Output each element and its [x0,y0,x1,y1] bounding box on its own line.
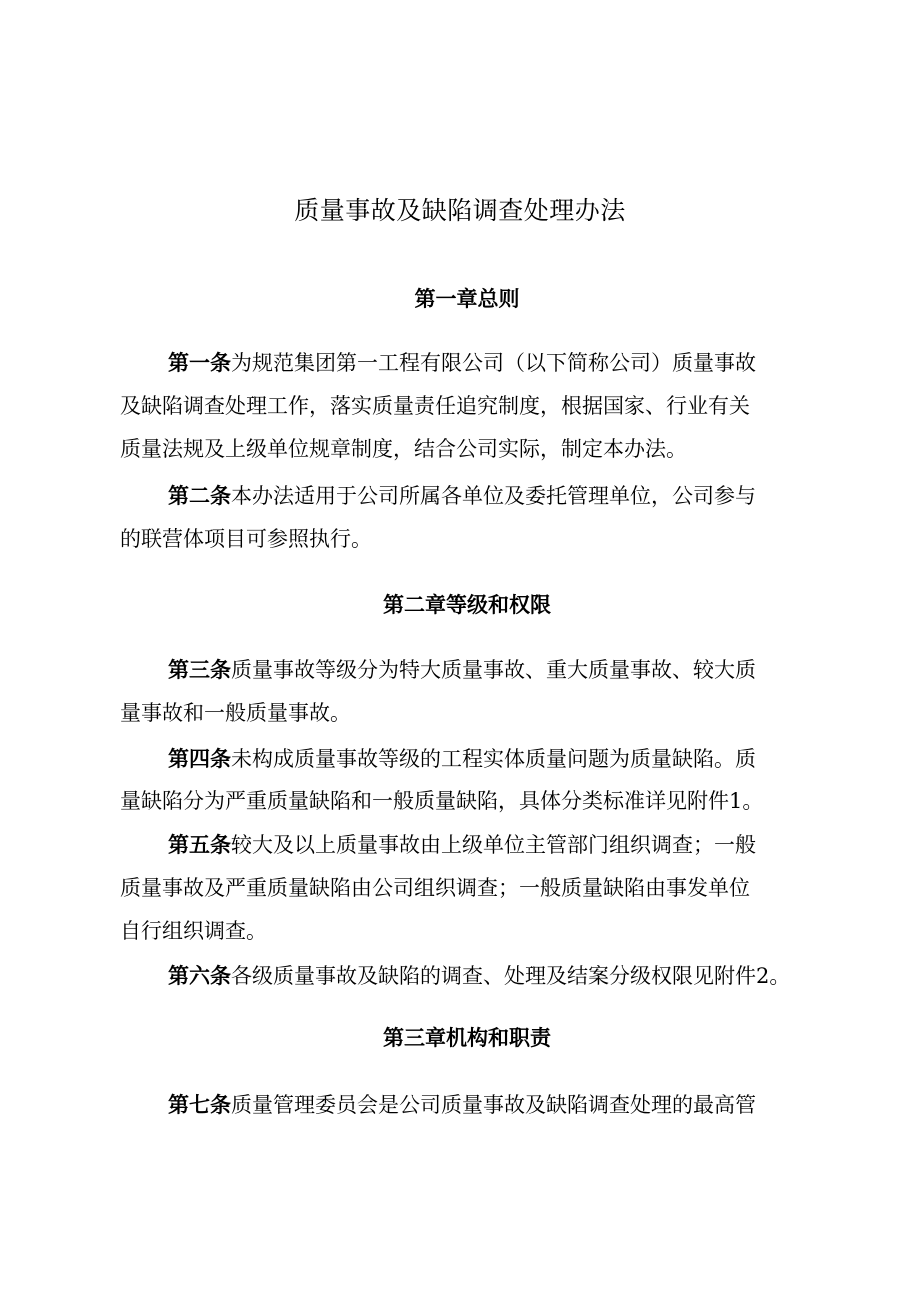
article-label: 第三条 [168,657,231,682]
article-text: 质量事故等级分为特大质量事故、重大质量事故、较大质 [231,658,756,682]
article-text: 较大及以上质量事故由上级单位主管部门组织调查；一般 [231,833,756,857]
article-label: 第五条 [168,832,231,857]
article-1-line-2: 及缺陷调查处理工作，落实质量责任追究制度，根据国家、行业有关 [120,394,750,418]
article-4-line-2: 量缺陷分为严重质量缺陷和一般质量缺陷，具体分类标准详见附件1。 [120,789,764,813]
article-5-first-line [168,830,756,860]
article-2-first-line [168,481,756,511]
article-3-first-line [168,655,756,685]
article-5-line-2: 质量事故及严重质量缺陷由公司组织调查；一般质量缺陷由事发单位 [120,876,750,900]
chapter-heading: 第三章机构和职责 [383,1025,551,1050]
article-text: 质量管理委员会是公司质量事故及缺陷调查处理的最高管 [231,1093,756,1117]
article-5-line-3: 自行组织调查。 [120,919,267,943]
article-6-first-line [168,961,790,991]
chapter-heading: 第一章总则 [414,286,520,311]
article-4-first-line [168,744,756,774]
document-title: 质量事故及缺陷调查处理办法 [294,196,626,225]
article-2-line-2: 的联营体项目可参照执行。 [120,527,372,551]
article-text: 未构成质量事故等级的工程实体质量问题为质量缺陷。质 [231,747,756,771]
article-label: 第二条 [168,483,231,508]
article-label: 第一条 [168,350,231,375]
chapter-heading: 第二章等级和权限 [383,592,551,617]
article-1-first-line [168,348,756,378]
article-text: 为规范集团第一工程有限公司（以下简称公司）质量事故 [231,351,756,375]
article-text: 各级质量事故及缺陷的调查、处理及结案分级权限见附件2。 [231,964,791,988]
article-label: 第六条 [168,963,231,988]
article-label: 第四条 [168,746,231,771]
article-text: 本办法适用于公司所属各单位及委托管理单位，公司参与 [231,484,756,508]
article-label: 第七条 [168,1092,231,1117]
article-3-line-2: 量事故和一般质量事故。 [120,701,351,725]
article-7-first-line [168,1090,756,1120]
article-1-line-3: 质量法规及上级单位规章制度，结合公司实际，制定本办法。 [120,437,687,461]
